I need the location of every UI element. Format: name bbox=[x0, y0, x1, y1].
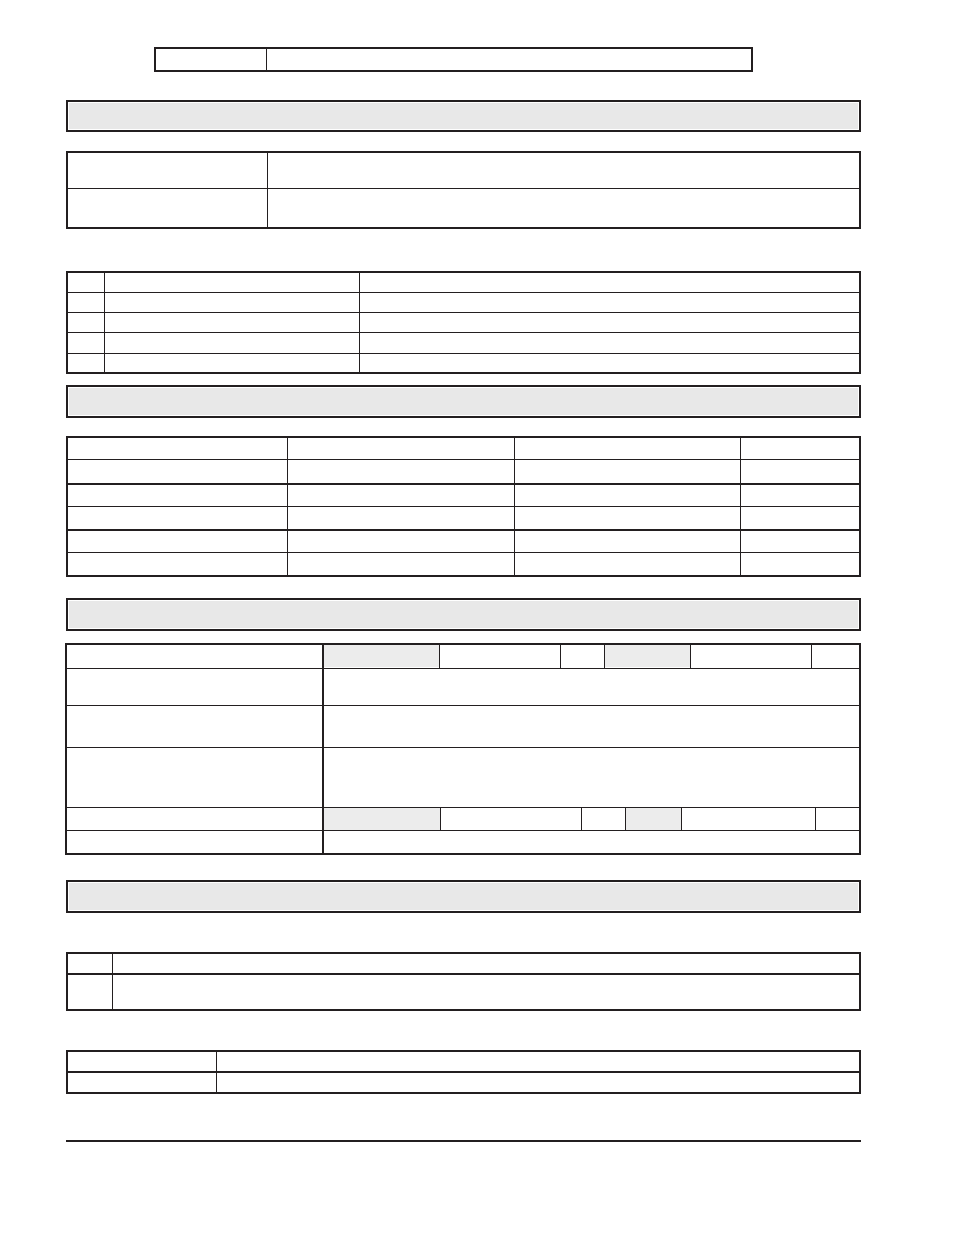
detail-shaded-cell-4 bbox=[626, 808, 681, 830]
detail-shaded-cell-2 bbox=[605, 645, 690, 667]
detail-table bbox=[65, 643, 861, 855]
numbered-table bbox=[66, 271, 861, 374]
section-bar-1 bbox=[66, 100, 861, 132]
footer-table bbox=[66, 1050, 861, 1094]
detail-shaded-cell-1 bbox=[323, 645, 439, 667]
section-bar-4 bbox=[66, 880, 861, 913]
section-bar-3 bbox=[66, 598, 861, 631]
note-table bbox=[66, 952, 861, 1011]
grid-table bbox=[66, 436, 861, 577]
section-bar-2 bbox=[66, 385, 861, 418]
info-table bbox=[66, 151, 861, 229]
detail-shaded-cell-3 bbox=[324, 808, 440, 830]
header-box bbox=[154, 47, 753, 72]
page-bottom-rule bbox=[66, 1140, 861, 1142]
